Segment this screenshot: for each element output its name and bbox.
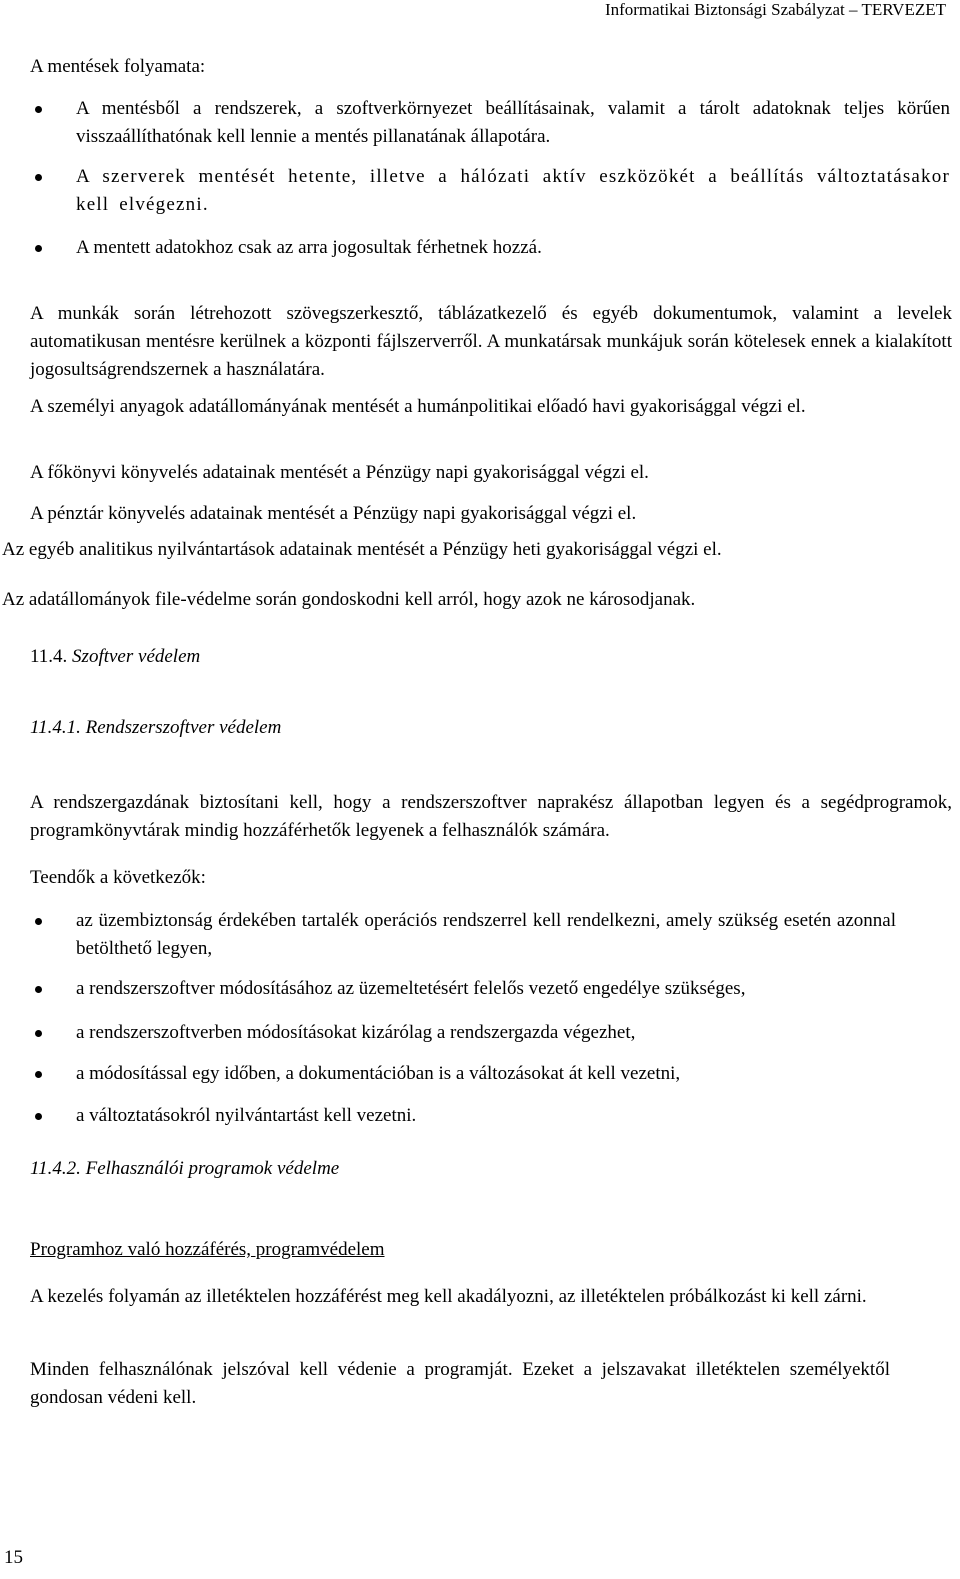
list-item-text: a rendszerszoftverben módosításokat kizárólag a rendszergazda végezhet, bbox=[76, 1022, 636, 1043]
list-item bbox=[76, 1019, 950, 1047]
bullet-icon bbox=[35, 1071, 42, 1078]
list-item-text: A szerverek mentését hetente, illetve a hálózati aktív eszközökét a beállítás változtatásakor kell elvégezni. bbox=[76, 166, 950, 215]
list-item bbox=[76, 95, 950, 151]
backup-process-intro: A mentések folyamata: bbox=[30, 56, 206, 77]
paragraph: Minden felhasználónak jelszóval kell védenie a programját. Ezeket a jelszavakat illetéktelen személyektől gondosan védeni kell. bbox=[30, 1359, 890, 1408]
paragraph: Az adatállományok file-védelme során gondoskodni kell arról, hogy azok ne károsodjanak. bbox=[2, 589, 696, 610]
bullet-icon bbox=[35, 918, 42, 925]
list-item-text: a változtatásokról nyilvántartást kell vezetni. bbox=[76, 1105, 417, 1126]
paragraph: A főkönyvi könyvelés adatainak mentését a Pénzügy napi gyakorisággal végzi el. bbox=[30, 462, 649, 483]
section-number: 11.4. bbox=[30, 646, 68, 667]
list-item-text: A mentett adatokhoz csak az arra jogosultak férhetnek hozzá. bbox=[76, 237, 542, 258]
paragraph: A pénztár könyvelés adatainak mentését a Pénzügy napi gyakorisággal végzi el. bbox=[30, 503, 637, 524]
list-item-text: az üzembiztonság érdekében tartalék operációs rendszerrel kell rendelkezni, amely szükség esetén azonnal betölthető legyen, bbox=[76, 910, 896, 959]
bullet-icon bbox=[35, 1113, 42, 1120]
section-heading-11-4-1: 11.4.1. Rendszerszoftver védelem bbox=[30, 717, 282, 738]
bullet-icon bbox=[35, 245, 42, 252]
paragraph: A kezelés folyamán az illetéktelen hozzáférést meg kell akadályozni, az illetéktelen próbálkozást ki kell zárni. bbox=[30, 1286, 867, 1307]
list-item bbox=[76, 907, 896, 963]
subheading: Programhoz való hozzáférés, programvédelem bbox=[30, 1239, 385, 1260]
paragraph: A rendszergazdának biztosítani kell, hogy a rendszerszoftver naprakész állapotban legyen és a segédprogramok, programkönyvtárak mindig hozzáférhetők legyenek a felhasználók számára. bbox=[30, 792, 952, 841]
list-item bbox=[76, 163, 950, 219]
page-number: 15 bbox=[4, 1547, 23, 1568]
section-heading-11-4-2: 11.4.2. Felhasználói programok védelme bbox=[30, 1158, 340, 1179]
bullet-icon bbox=[35, 1030, 42, 1037]
list-item-text: A mentésből a rendszerek, a szoftverkörnyezet beállításainak, valamit a tárolt adatoknak teljes körűen visszaállíthatónak kell lennie a mentés pillanatának állapotára. bbox=[76, 98, 950, 147]
list-item bbox=[76, 1060, 950, 1088]
section-title: Szoftver védelem bbox=[72, 646, 201, 667]
list-item bbox=[76, 234, 950, 262]
list-item bbox=[76, 975, 950, 1003]
list-item-text: a rendszerszoftver módosításához az üzemeltetésért felelős vezető engedélye szükséges, bbox=[76, 978, 746, 999]
bullet-icon bbox=[35, 106, 42, 113]
paragraph: A munkák során létrehozott szövegszerkesztő, táblázatkezelő és egyéb dokumentumok, valamint a levelek automatikusan mentésre kerülnek a központi fájlszerverről. A munkatársak munkájuk során kötelesek ennek a kialakított jogosultságrendszernek a használatára. bbox=[30, 303, 952, 380]
document-header: Informatikai Biztonsági Szabályzat – TERVEZET bbox=[604, 0, 946, 19]
list-item bbox=[76, 1102, 950, 1130]
list-item-text: a módosítással egy időben, a dokumentációban is a változásokat át kell vezetni, bbox=[76, 1063, 681, 1084]
paragraph: Az egyéb analitikus nyilvántartások adatainak mentését a Pénzügy heti gyakorisággal végzi el. bbox=[2, 539, 722, 560]
section-heading-11-4 bbox=[30, 643, 200, 671]
paragraph: A személyi anyagok adatállományának mentését a humánpolitikai előadó havi gyakorisággal végzi el. bbox=[30, 396, 806, 417]
bullet-icon bbox=[35, 174, 42, 181]
todo-intro: Teendők a következők: bbox=[30, 867, 206, 888]
bullet-icon bbox=[35, 986, 42, 993]
